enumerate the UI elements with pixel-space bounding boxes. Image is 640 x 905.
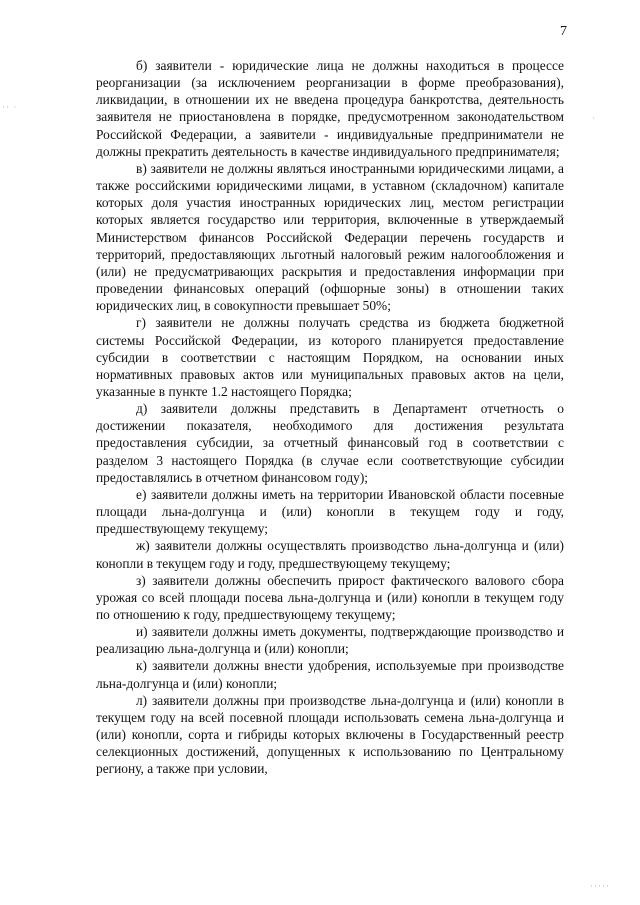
- document-body: [96, 57, 564, 778]
- margin-mark-bottom: ·····: [590, 881, 610, 891]
- margin-mark-right: ·: [592, 113, 596, 123]
- paragraph-l: л) заявители должны при производстве льна-долгунца и (или) конопли в текущем году на всей посевной площади использовать семена льна-долгунца и (или) конопли, сорта и гибриды которых включены в Государственный реестр селекционных достижений, допущенных к использованию по Центральному региону, а также при условии,: [96, 692, 564, 777]
- paragraph-b: б) заявители - юридические лица не должны находиться в процессе реорганизации (за исключением реорганизации в форме преобразования), ликвидации, в отношении их не введена процедура банкротства, деятельность заявителя не приостановлена в порядке, предусмотренном законодательством Российской Федерации, а заявители - индивидуальные предприниматели не должны прекратить деятельность в качестве индивидуального предпринимателя;: [96, 58, 564, 159]
- paragraph-g: г) заявители не должны получать средства из бюджета бюджетной системы Российской Федерации, из которого планируется предоставление субсидии в соответствии с настоящим Порядком, на основании иных нормативных правовых актов или муниципальных правовых актов на цели, указанные в пункте 1.2 настоящего Порядка;: [96, 315, 564, 399]
- paragraph-k: к) заявители должны внести удобрения, используемые при производстве льна-долгунца и (или) конопли;: [96, 658, 564, 691]
- margin-mark-left: ·· ·: [2, 102, 18, 112]
- paragraph-z: з) заявители должны обеспечить прирост фактического валового сбора урожая со всей площади посева льна-долгунца и (или) конопли в текущем году по отношению к году, предшествующему текущему;: [96, 572, 564, 622]
- page-number: 7: [560, 24, 567, 39]
- paragraph-d: д) заявители должны представить в Департамент отчетность о достижении показателя, необходимого для достижения результата предоставления субсидии, за отчетный финансовый год в соответствии с разделом 3 настоящего Порядка (в случае если соответствующие субсидии предоставлялись в отчетном финансовом году);: [96, 401, 564, 485]
- paragraph-e: е) заявители должны иметь на территории Ивановской области посевные площади льна-долгунца и (или) конопли в текущем году и году, предшествующему текущему;: [96, 486, 564, 537]
- paragraph-zh: ж) заявители должны осуществлять производство льна-долгунца и (или) конопли в текущем году и году, предшествующему текущему;: [96, 538, 564, 571]
- paragraph-i: и) заявители должны иметь документы, подтверждающие производство и реализацию льна-долгунца и (или) конопли;: [96, 624, 564, 657]
- paragraph-v: в) заявители не должны являться иностранными юридическими лицами, а также российскими юридическими лицами, в уставном (складочном) капитале которых доля участия иностранных юридических лиц, местом регистрации которых является государство или территория, включенные в утверждаемый Министерством финансов Российской Федерации перечень государств и территорий, предоставляющих льготный налоговый режим налогообложения и (или) не предусматривающих раскрытия и предоставления информации при проведении финансовых операций (офшорные зоны) в отношении таких юридических лиц, в совокупности превышает 50%;: [96, 160, 564, 314]
